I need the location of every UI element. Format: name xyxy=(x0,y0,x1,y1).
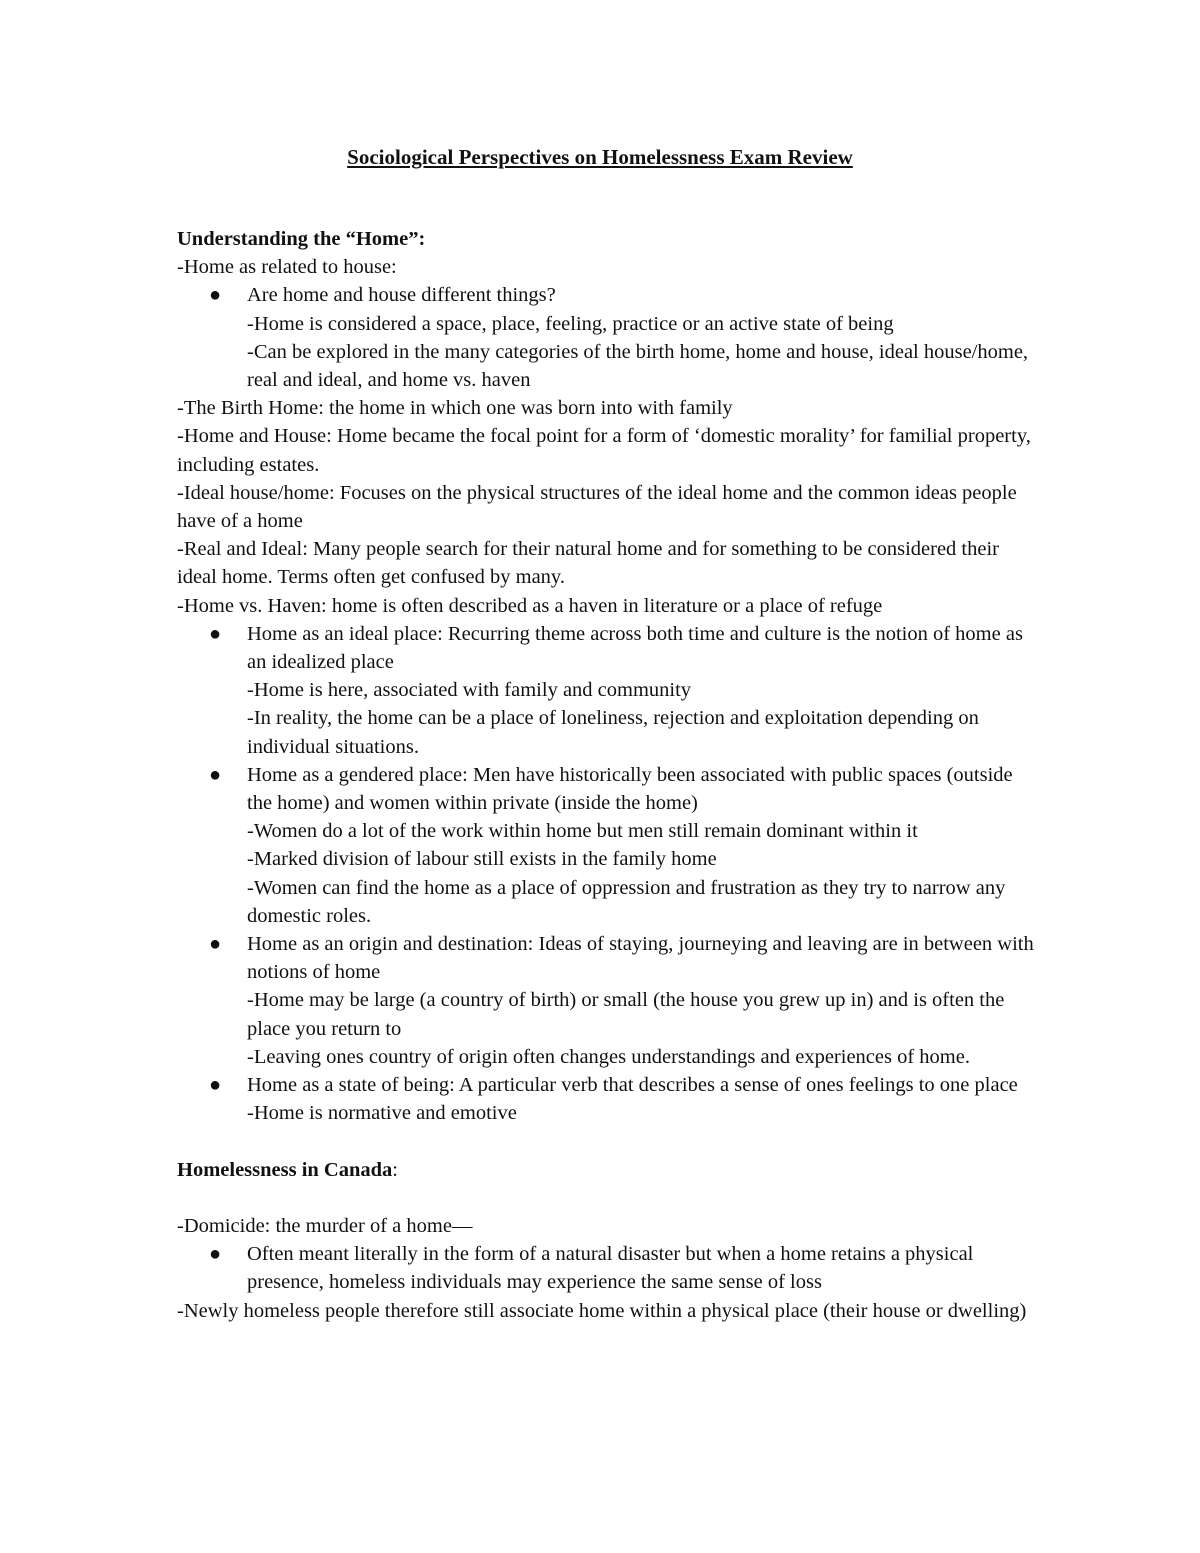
paragraph-real-ideal: -Real and Ideal: Many people search for their natural home and for something to be considered their ideal home. Terms often get confused by many. xyxy=(177,538,999,589)
bullet-icon: ● xyxy=(209,1243,222,1266)
bullet-subtext: -Leaving ones country of origin often changes understandings and experiences of home. xyxy=(247,1045,970,1068)
paragraph-home-related: -Home as related to house: xyxy=(177,256,397,279)
bullet-subtext: -Home is normative and emotive xyxy=(247,1102,517,1125)
bullet-subtext: -Can be explored in the many categories of the birth home, home and house, ideal house/home, real and ideal, and home vs. haven xyxy=(247,340,1029,392)
paragraph-home-house: -Home and House: Home became the focal point for a form of ‘domestic morality’ for familial property, including estates. xyxy=(177,425,1031,476)
bullet-icon: ● xyxy=(209,933,222,956)
bullet-text: Home as an ideal place: Recurring theme across both time and culture is the notion of home as an idealized place xyxy=(247,622,1023,674)
bullet-icon: ● xyxy=(209,1074,222,1097)
bullet-icon: ● xyxy=(209,763,222,786)
bullet-item xyxy=(177,930,1037,1071)
bullet-text: Home as a state of being: A particular verb that describes a sense of ones feelings to one place xyxy=(247,1074,1018,1097)
bullet-item xyxy=(177,761,1037,930)
bullet-subtext: -Women can find the home as a place of oppression and frustration as they try to narrow any domestic roles. xyxy=(247,876,1006,927)
bullet-icon: ● xyxy=(209,622,222,645)
bullet-text: Often meant literally in the form of a natural disaster but when a home retains a physical presence, homeless individuals may experience the same sense of loss xyxy=(247,1243,974,1294)
paragraph-home-haven: -Home vs. Haven: home is often described as a haven in literature or a place of refuge xyxy=(177,594,883,617)
paragraph-birth-home: -The Birth Home: the home in which one was born into with family xyxy=(177,397,733,420)
section-heading-colon: : xyxy=(392,1158,398,1181)
bullet-item xyxy=(177,1071,1037,1127)
bullet-item xyxy=(177,1240,1037,1296)
paragraph-ideal-house: -Ideal house/home: Focuses on the physical structures of the ideal home and the common ideas people have of a home xyxy=(177,481,1017,533)
document-body xyxy=(177,225,1037,1325)
bullet-subtext: -Home is here, associated with family and community xyxy=(247,679,692,702)
bullet-subtext: -Home is considered a space, place, feeling, practice or an active state of being xyxy=(247,312,894,335)
bullet-subtext: -Women do a lot of the work within home but men still remain dominant within it xyxy=(247,820,918,843)
spacer xyxy=(177,1184,1037,1212)
bullet-subtext: -Home may be large (a country of birth) or small (the house you grew up in) and is often the place you return to xyxy=(247,989,1005,1040)
section-heading-home: Understanding the “Home”: xyxy=(177,228,426,250)
paragraph-domicide: -Domicide: the murder of a home— xyxy=(177,1215,473,1238)
bullet-text: Home as a gendered place: Men have historically been associated with public spaces (outside the home) and women within private (inside the home) xyxy=(247,763,1013,815)
section-heading-canada-text: Homelessness in Canada xyxy=(177,1158,393,1181)
bullet-subtext: -In reality, the home can be a place of loneliness, rejection and exploitation depending on individual situations. xyxy=(247,707,979,758)
bullet-text: Are home and house different things? xyxy=(247,284,556,307)
section-heading-canada xyxy=(177,1156,1037,1184)
paragraph-newly-homeless: -Newly homeless people therefore still associate home within a physical place (their house or dwelling) xyxy=(177,1299,1027,1322)
bullet-item xyxy=(177,620,1037,761)
bullet-text: Home as an origin and destination: Ideas of staying, journeying and leaving are in between with notions of home xyxy=(247,933,1034,984)
spacer xyxy=(177,1128,1037,1156)
bullet-icon: ● xyxy=(209,284,222,307)
page-title: Sociological Perspectives on Homelessness Exam Review xyxy=(347,145,853,169)
bullet-subtext: -Marked division of labour still exists in the family home xyxy=(247,848,717,871)
bullet-item xyxy=(177,281,1037,394)
